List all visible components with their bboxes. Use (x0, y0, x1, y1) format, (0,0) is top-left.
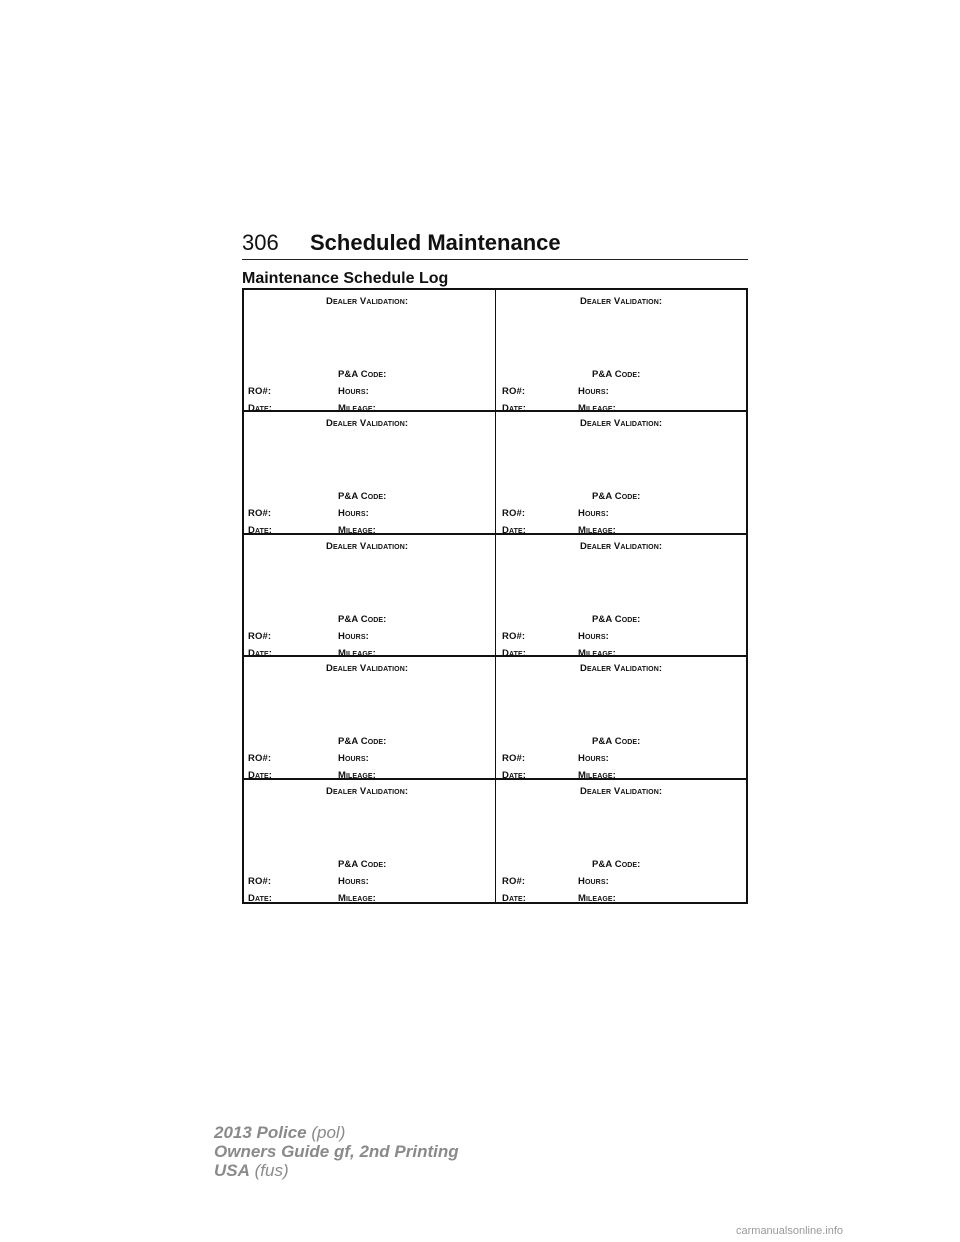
date-label: Date: (502, 892, 527, 904)
log-entry-cell (495, 657, 746, 782)
hours-label: Hours: (578, 508, 609, 520)
log-entry-cell (244, 290, 495, 412)
ro-label: RO#: (248, 753, 272, 765)
date-label: Date: (248, 403, 273, 414)
hours-label: Hours: (578, 386, 609, 397)
date-label: Date: (248, 770, 273, 782)
footer-market: USA (214, 1161, 250, 1180)
mileage-label: Mileage: (338, 403, 376, 414)
hours-label: Hours: (338, 875, 369, 887)
ro-label: RO#: (248, 386, 272, 397)
dealer-validation-label: Dealer Validation: (326, 296, 409, 307)
log-entry-cell (495, 412, 746, 537)
ro-label: RO#: (502, 508, 526, 520)
pa-code-label: P&A Code: (338, 613, 387, 625)
date-label: Date: (502, 647, 527, 659)
ro-label: RO#: (502, 630, 526, 642)
mileage-label: Mileage: (578, 403, 616, 414)
footer-line-3 (214, 1161, 459, 1180)
footer-model: 2013 Police (214, 1123, 307, 1142)
mileage-label: Mileage: (338, 647, 376, 659)
pa-code-label: P&A Code: (592, 369, 641, 380)
dealer-validation-label: Dealer Validation: (580, 540, 663, 552)
section-title: Maintenance Schedule Log (242, 270, 449, 287)
log-entry-cell (495, 535, 746, 657)
footer-model-code: (pol) (311, 1123, 346, 1142)
hours-label: Hours: (338, 753, 369, 765)
page-number: 306 (242, 230, 279, 255)
ro-label: RO#: (248, 508, 272, 520)
mileage-label: Mileage: (578, 892, 616, 904)
dealer-validation-label: Dealer Validation: (326, 418, 409, 430)
pa-code-label: P&A Code: (338, 491, 387, 503)
date-label: Date: (502, 770, 527, 782)
mileage-label: Mileage: (338, 525, 376, 537)
page-header (242, 228, 748, 260)
hours-label: Hours: (578, 875, 609, 887)
document-footer (214, 1123, 459, 1180)
date-label: Date: (248, 892, 273, 904)
pa-code-label: P&A Code: (338, 858, 387, 870)
date-label: Date: (502, 403, 527, 414)
hours-label: Hours: (578, 753, 609, 765)
pa-code-label: P&A Code: (592, 613, 641, 625)
dealer-validation-label: Dealer Validation: (580, 785, 663, 797)
pa-code-label: P&A Code: (338, 369, 387, 380)
log-entry-cell (244, 657, 495, 782)
ro-label: RO#: (502, 386, 526, 397)
date-label: Date: (248, 647, 273, 659)
mileage-label: Mileage: (338, 770, 376, 782)
dealer-validation-label: Dealer Validation: (580, 418, 663, 430)
footer-line-2: Owners Guide gf, 2nd Printing (214, 1142, 459, 1161)
maintenance-log-grid (242, 288, 748, 904)
pa-code-label: P&A Code: (592, 736, 641, 748)
dealer-validation-label: Dealer Validation: (580, 296, 663, 307)
dealer-validation-label: Dealer Validation: (326, 785, 409, 797)
footer-market-code: (fus) (254, 1161, 289, 1180)
log-entry-cell (244, 780, 495, 902)
chapter-title: Scheduled Maintenance (310, 230, 561, 255)
mileage-label: Mileage: (578, 525, 616, 537)
pa-code-label: P&A Code: (592, 858, 641, 870)
log-entry-cell (495, 780, 746, 902)
date-label: Date: (248, 525, 273, 537)
date-label: Date: (502, 525, 527, 537)
mileage-label: Mileage: (578, 770, 616, 782)
hours-label: Hours: (578, 630, 609, 642)
ro-label: RO#: (248, 630, 272, 642)
dealer-validation-label: Dealer Validation: (580, 663, 663, 675)
dealer-validation-label: Dealer Validation: (326, 663, 409, 675)
log-entry-cell (495, 290, 746, 412)
hours-label: Hours: (338, 630, 369, 642)
dealer-validation-label: Dealer Validation: (326, 540, 409, 552)
hours-label: Hours: (338, 386, 369, 397)
mileage-label: Mileage: (338, 892, 376, 904)
ro-label: RO#: (502, 753, 526, 765)
mileage-label: Mileage: (578, 647, 616, 659)
log-entry-cell (244, 412, 495, 537)
hours-label: Hours: (338, 508, 369, 520)
watermark: carmanualsonline.info (736, 1225, 844, 1237)
pa-code-label: P&A Code: (338, 736, 387, 748)
ro-label: RO#: (502, 875, 526, 887)
ro-label: RO#: (248, 875, 272, 887)
footer-line-1 (214, 1123, 459, 1142)
log-entry-cell (244, 535, 495, 657)
pa-code-label: P&A Code: (592, 491, 641, 503)
